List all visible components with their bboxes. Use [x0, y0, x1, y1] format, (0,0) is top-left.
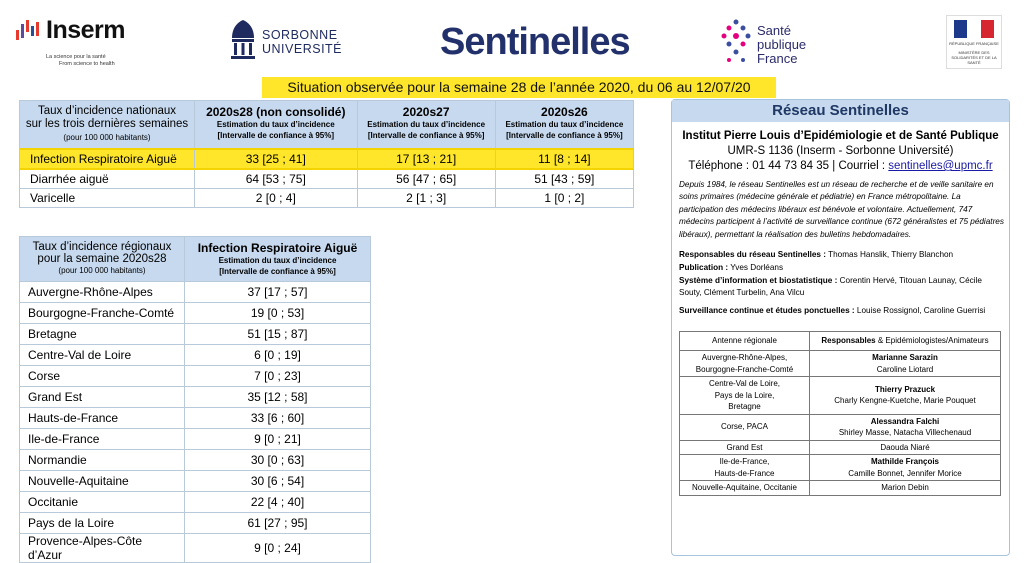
cell-value: 35 [12 ; 58] [185, 387, 371, 408]
cell-value: 9 [0 ; 21] [185, 429, 371, 450]
antenne-people [810, 440, 1001, 455]
sentinelles-logo [440, 20, 630, 64]
column-title: Infection Respiratoire Aiguë [197, 241, 358, 255]
column-title: 2020s27 [402, 105, 450, 119]
region-label: Corse [20, 366, 185, 387]
table-row [20, 408, 371, 429]
antenne-people [810, 481, 1001, 496]
cell-value: 37 [17 ; 57] [185, 282, 371, 303]
region-label: Normandie [20, 450, 185, 471]
column-ci-note: [Intervalle de confiance à 95%] [506, 131, 623, 140]
umr-line: UMR-S 1136 (Inserm - Sorbonne Université) [727, 145, 954, 157]
responsables-value: Thomas Hanslik, Thierry Blanchon [828, 250, 954, 259]
region-line: Pays de la Loire, [714, 390, 775, 400]
surveillance-label: Surveillance continue et études ponctuelles : [679, 306, 855, 315]
region-label: Auvergne-Rhône-Alpes [20, 282, 185, 303]
surveillance-line [679, 305, 1004, 317]
systeme-label: Système d’information et biostatistique : [679, 276, 838, 285]
lead-name: Marianne Sarazin [872, 353, 938, 362]
table-row [20, 429, 371, 450]
national-header-line1: Taux d’incidence nationaux [37, 105, 177, 117]
region-label: Grand Est [20, 387, 185, 408]
cell-value: 30 [0 ; 63] [185, 450, 371, 471]
sorbonne-logo [228, 18, 348, 68]
week-banner: Situation observée pour la semaine 28 de l’année 2020, du 06 au 12/07/20 [262, 77, 776, 98]
antenne-region [680, 481, 810, 496]
column-title: 2020s26 [541, 105, 588, 119]
table-row [20, 366, 371, 387]
institute-name: Institut Pierre Louis d’Epidémiologie et de Santé Publique [682, 130, 999, 142]
sante-line2: publique [757, 37, 807, 52]
members: Camille Bonnet, Jennifer Morice [848, 468, 962, 478]
sante-dots-icon [720, 18, 752, 68]
column-ci-note: [Intervalle de confiance à 95%] [217, 131, 335, 140]
region-line: Bretagne [728, 402, 761, 411]
region-label: Bretagne [20, 324, 185, 345]
column-subtitle: Estimation du taux d’incidence [218, 256, 337, 265]
table-row [680, 481, 1001, 496]
antenne-region [680, 351, 810, 377]
sante-publique-logo [720, 18, 830, 70]
cell-value: 51 [43 ; 59] [495, 169, 633, 189]
region-label: Centre-Val de Loire [20, 345, 185, 366]
network-description: Depuis 1984, le réseau Sentinelles est un réseau de recherche et de veille sanitaire en soins primaires (médecine générale et pédiatrie) en France métropolitaine. La participation des médecins libéraux est bénévole et volontaire. Actuellement, 747 médecins participent à l’activité de surveillance continue (672 généralistes et 75 pédiatres libéraux), permettant la réalisation des bulletins hebdomadaires. [679, 180, 1004, 239]
cell-value: 56 [47 ; 65] [357, 169, 495, 189]
cell-value: 11 [8 ; 14] [495, 149, 633, 169]
table-row [20, 149, 634, 169]
mail-label: Courriel : [838, 160, 886, 172]
antenne-people [810, 351, 1001, 377]
region-line: Ile-de-France, [719, 457, 770, 466]
cell-value: 33 [25 ; 41] [195, 149, 358, 169]
contact-line [672, 160, 1009, 172]
regional-header-line2: pour la semaine 2020s28 [37, 253, 167, 265]
panel-title: Réseau Sentinelles [672, 100, 1009, 122]
region-line: Centre-Val de Loire, [709, 379, 780, 388]
region-label: Occitanie [20, 492, 185, 513]
systeme-value: Corentin Hervé, Titouan Launay, Cécile Souty, Clément Turbelin, Ana Vilcu [679, 276, 982, 298]
region-label: Provence-Alpes-Côte d’Azur [20, 534, 185, 563]
column-ci-note: [Intervalle de confiance à 95%] [367, 131, 485, 140]
region-line: Grand Est [726, 442, 763, 452]
region-label: Hauts-de-France [20, 408, 185, 429]
members: Daouda Niaré [880, 442, 930, 452]
antenne-people [810, 455, 1001, 481]
region-label: Pays de la Loire [20, 513, 185, 534]
column-subtitle: Estimation du taux d’incidence [505, 120, 624, 129]
publication-label: Publication : [679, 263, 729, 272]
national-incidence-table [19, 100, 634, 208]
column-ci-note: [Intervalle de confiance à 95%] [219, 267, 336, 276]
regional-header-unit: (pour 100 000 habitants) [58, 266, 146, 275]
inserm-name: Inserm [46, 16, 125, 44]
cell-value: 33 [6 ; 60] [185, 408, 371, 429]
sorbonne-dome-icon [228, 18, 258, 62]
table-header-row [20, 101, 634, 150]
region-label: Bourgogne-Franche-Comté [20, 303, 185, 324]
table-row [680, 351, 1001, 377]
region-line: Auvergne-Rhône-Alpes, [701, 353, 788, 362]
antenne-region [680, 377, 810, 415]
rf-line1: RÉPUBLIQUE FRANÇAISE [949, 41, 999, 46]
region-line: Nouvelle-Aquitaine, Occitanie [692, 483, 797, 492]
cell-value: 2 [1 ; 3] [357, 189, 495, 208]
region-line: Corse, PACA [721, 422, 768, 432]
table-row [20, 345, 371, 366]
inserm-tagline: La science pour la santé [46, 54, 106, 60]
column-header [495, 101, 633, 150]
table-row [20, 303, 371, 324]
inserm-logo [14, 16, 144, 70]
cell-value: 61 [27 ; 95] [185, 513, 371, 534]
email-link[interactable]: sentinelles@upmc.fr [888, 160, 993, 172]
flag-icon [954, 20, 994, 38]
responsables-line [679, 249, 1004, 261]
table-row [20, 189, 634, 208]
national-header-unit: (pour 100 000 habitants) [63, 133, 151, 142]
cell-value: 19 [0 ; 53] [185, 303, 371, 324]
column-header [357, 101, 495, 150]
sante-line1: Santé [757, 23, 791, 38]
table-row [20, 324, 371, 345]
phone-text: Téléphone : 01 44 73 84 35 [688, 160, 830, 172]
sentinelles-name: Sentinelles [440, 21, 630, 63]
table-header-row [680, 332, 1001, 351]
republique-francaise-logo [946, 15, 1002, 69]
column-subtitle: Estimation du taux d’incidence [216, 120, 335, 129]
lead-name: Thierry Prazuck [874, 384, 936, 394]
inserm-tagline-en: From science to health [59, 61, 115, 67]
cell-value: 22 [4 ; 40] [185, 492, 371, 513]
members: Shirley Masse, Natacha Villechenaud [838, 428, 972, 437]
antenne-region [680, 455, 810, 481]
cell-value: 6 [0 ; 19] [185, 345, 371, 366]
lead-name: Mathilde François [870, 457, 939, 466]
antenne-people [810, 377, 1001, 415]
table-row [20, 471, 371, 492]
sorbonne-line1: SORBONNE [262, 28, 338, 42]
national-header-left [20, 101, 195, 150]
members: Charly Kengne-Kuetche, Marie Pouquet [834, 396, 976, 406]
row-label: Diarrhée aiguë [20, 169, 195, 189]
cell-value: 2 [0 ; 4] [195, 189, 358, 208]
inserm-bars-icon [14, 18, 44, 52]
surveillance-value: Louise Rossignol, Caroline Guerrisi [856, 306, 986, 315]
region-line: Bourgogne-Franche-Comté [695, 364, 794, 374]
publication-line [679, 262, 1004, 274]
region-line: Hauts-de-France [714, 468, 775, 478]
table-row [20, 169, 634, 189]
region-label: Nouvelle-Aquitaine [20, 471, 185, 492]
cell-value: 51 [15 ; 87] [185, 324, 371, 345]
reseau-info-panel [671, 99, 1010, 556]
table-row [680, 377, 1001, 415]
column-subtitle: Estimation du taux d’incidence [367, 120, 486, 129]
antenne-header: Antenne régionale [680, 332, 810, 351]
table-row [20, 387, 371, 408]
responsables-header-rest: & Epidémiologistes/Animateurs [877, 336, 989, 346]
regional-header-line1: Taux d’incidence régionaux [32, 241, 172, 253]
row-label: Infection Respiratoire Aiguë [20, 149, 195, 169]
cell-value: 9 [0 ; 24] [185, 534, 371, 563]
cell-value: 7 [0 ; 23] [185, 366, 371, 387]
table-row [20, 492, 371, 513]
region-label: Ile-de-France [20, 429, 185, 450]
responsables-label: Responsables du réseau Sentinelles : [679, 250, 826, 259]
cell-value: 17 [13 ; 21] [357, 149, 495, 169]
antenne-people [810, 414, 1001, 440]
members: Caroline Liotard [876, 364, 934, 374]
lead-name: Alessandra Falchi [870, 416, 940, 426]
column-title: 2020s28 (non consolidé) [206, 105, 346, 119]
row-label: Varicelle [20, 189, 195, 208]
systeme-line [679, 275, 1004, 300]
cell-value: 30 [6 ; 54] [185, 471, 371, 492]
regional-header-left [20, 237, 185, 282]
sorbonne-line2: UNIVERSITÉ [262, 42, 343, 56]
antenne-region [680, 414, 810, 440]
table-row [680, 440, 1001, 455]
members: Marion Debin [881, 483, 929, 492]
table-row [20, 450, 371, 471]
table-row [680, 414, 1001, 440]
national-header-line2: sur les trois dernières semaines [25, 118, 189, 130]
table-row [20, 534, 371, 563]
antennes-table [679, 331, 1001, 496]
publication-value: Yves Dorléans [730, 263, 784, 272]
cell-value: 64 [53 ; 75] [195, 169, 358, 189]
regional-incidence-table [19, 236, 371, 563]
responsables-header [810, 332, 1001, 351]
table-row [20, 513, 371, 534]
column-header [185, 237, 371, 282]
responsables-header-bold: Responsables [821, 336, 876, 346]
rf-line2: MINISTÈRE DES SOLIDARITÉS ET DE LA SANTÉ [951, 50, 997, 65]
sante-line3: France [757, 51, 798, 66]
table-row [20, 282, 371, 303]
table-header-row [20, 237, 371, 282]
column-header [195, 101, 358, 150]
table-row [680, 455, 1001, 481]
contact-separator: | [832, 160, 836, 172]
cell-value: 1 [0 ; 2] [495, 189, 633, 208]
antenne-region [680, 440, 810, 455]
